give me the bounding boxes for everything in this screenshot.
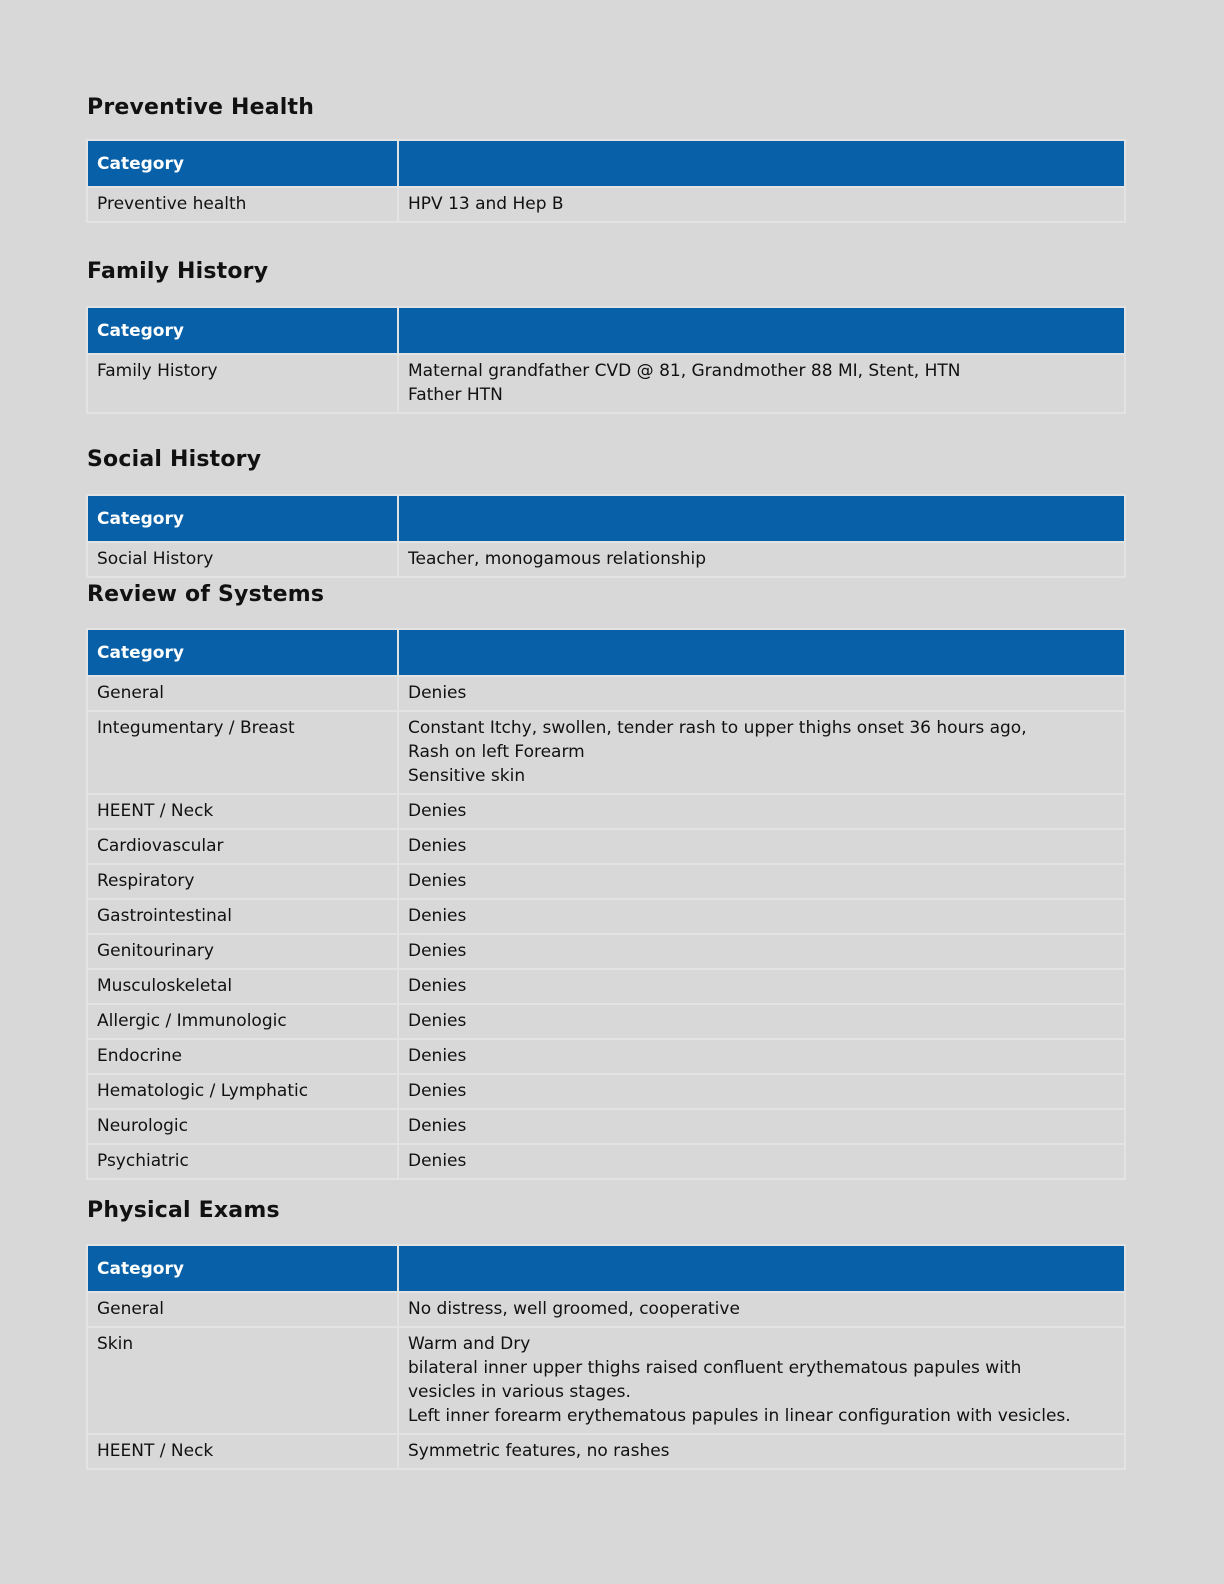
row-value: No distress, well groomed, cooperative [399, 1293, 1124, 1326]
table-row [88, 970, 1124, 1003]
table-row [88, 1328, 1124, 1433]
column-header-category: Category [88, 308, 397, 353]
row-value: HPV 13 and Hep B [399, 188, 1124, 221]
row-category: Family History [88, 355, 397, 412]
table-row [88, 795, 1124, 828]
table-row [88, 830, 1124, 863]
table-header-row [88, 308, 1124, 353]
row-value: Denies [399, 1145, 1124, 1178]
table-row [88, 1293, 1124, 1326]
row-value: Denies [399, 1075, 1124, 1108]
review-of-systems-table [86, 628, 1126, 1180]
row-value: Warm and Dry bilateral inner upper thighs raised confluent erythematous papules with vesicles in various stages. Left inner forearm erythematous papules in linear configuration with vesicles. [399, 1328, 1124, 1433]
social-history-table [86, 494, 1126, 578]
table-row [88, 900, 1124, 933]
row-value: Denies [399, 900, 1124, 933]
row-value: Symmetric features, no rashes [399, 1435, 1124, 1468]
row-value: Denies [399, 1110, 1124, 1143]
row-category: HEENT / Neck [88, 795, 397, 828]
table-row [88, 677, 1124, 710]
row-value: Denies [399, 830, 1124, 863]
column-header-value [399, 630, 1124, 675]
section-family-history [87, 257, 1137, 414]
row-category: Gastrointestinal [88, 900, 397, 933]
row-category: Skin [88, 1328, 397, 1433]
table-row [88, 1040, 1124, 1073]
column-header-value [399, 496, 1124, 541]
row-category: General [88, 677, 397, 710]
section-title: Physical Exams [87, 1198, 280, 1223]
row-category: Endocrine [88, 1040, 397, 1073]
row-category: Psychiatric [88, 1145, 397, 1178]
table-row [88, 712, 1124, 793]
row-value: Constant Itchy, swollen, tender rash to upper thighs onset 36 hours ago, Rash on left Forearm Sensitive skin [399, 712, 1124, 793]
table-header-row [88, 141, 1124, 186]
row-category: Preventive health [88, 188, 397, 221]
row-category: Genitourinary [88, 935, 397, 968]
section-title: Review of Systems [87, 582, 325, 607]
column-header-value [399, 141, 1124, 186]
table-row [88, 1110, 1124, 1143]
row-category: Social History [88, 543, 397, 576]
row-value: Denies [399, 795, 1124, 828]
row-value: Denies [399, 677, 1124, 710]
row-category: Integumentary / Breast [88, 712, 397, 793]
table-row [88, 1145, 1124, 1178]
row-category: Allergic / Immunologic [88, 1005, 397, 1038]
table-row [88, 1005, 1124, 1038]
row-category: General [88, 1293, 397, 1326]
column-header-value [399, 308, 1124, 353]
table-header-row [88, 496, 1124, 541]
section-review-of-systems [87, 580, 1137, 1180]
row-value: Teacher, monogamous relationship [399, 543, 1124, 576]
table-row [88, 355, 1124, 412]
section-physical-exams [87, 1196, 1137, 1470]
row-category: Respiratory [88, 865, 397, 898]
table-header-row [88, 630, 1124, 675]
section-title: Family History [87, 259, 269, 284]
table-row [88, 865, 1124, 898]
physical-exams-table [86, 1244, 1126, 1470]
table-row [88, 935, 1124, 968]
row-value: Denies [399, 865, 1124, 898]
column-header-category: Category [88, 141, 397, 186]
section-title: Preventive Health [87, 95, 315, 120]
table-row [88, 1075, 1124, 1108]
family-history-table [86, 306, 1126, 414]
row-category: HEENT / Neck [88, 1435, 397, 1468]
column-header-category: Category [88, 630, 397, 675]
section-social-history [87, 445, 1137, 578]
row-value: Denies [399, 935, 1124, 968]
row-value: Denies [399, 970, 1124, 1003]
table-row [88, 543, 1124, 576]
row-value: Denies [399, 1040, 1124, 1073]
row-category: Cardiovascular [88, 830, 397, 863]
row-category: Musculoskeletal [88, 970, 397, 1003]
table-row [88, 188, 1124, 221]
section-title: Social History [87, 447, 262, 472]
table-header-row [88, 1246, 1124, 1291]
column-header-category: Category [88, 1246, 397, 1291]
row-category: Hematologic / Lymphatic [88, 1075, 397, 1108]
row-value: Maternal grandfather CVD @ 81, Grandmother 88 MI, Stent, HTN Father HTN [399, 355, 1124, 412]
row-value: Denies [399, 1005, 1124, 1038]
section-preventive-health [87, 93, 1137, 223]
table-row [88, 1435, 1124, 1468]
column-header-value [399, 1246, 1124, 1291]
row-category: Neurologic [88, 1110, 397, 1143]
preventive-health-table [86, 139, 1126, 223]
column-header-category: Category [88, 496, 397, 541]
